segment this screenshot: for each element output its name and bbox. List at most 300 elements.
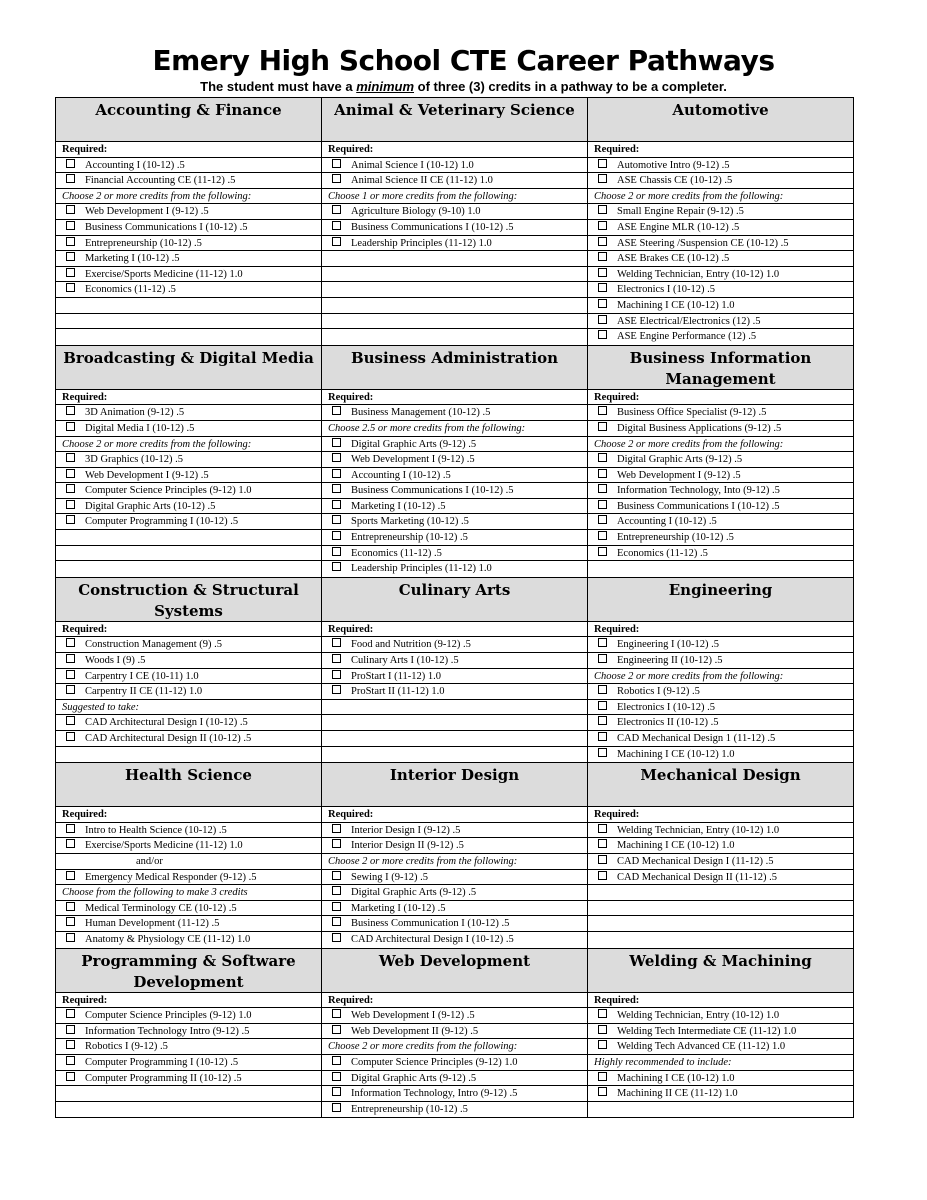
checkbox-icon bbox=[66, 1040, 75, 1049]
choose-instruction: Highly recommended to include: bbox=[588, 1055, 853, 1071]
course-label: Robotics I (9-12) .5 bbox=[617, 686, 700, 698]
course-row bbox=[588, 838, 853, 854]
pathway-course-list bbox=[56, 390, 322, 578]
course-row bbox=[322, 838, 587, 854]
checkbox-icon bbox=[598, 1040, 607, 1049]
course-row bbox=[56, 173, 321, 189]
course-row bbox=[322, 901, 587, 917]
checkbox-icon bbox=[332, 670, 341, 679]
blank-row bbox=[56, 1102, 321, 1118]
course-row bbox=[56, 715, 321, 731]
course-label: Sports Marketing (10-12) .5 bbox=[351, 516, 469, 528]
course-label: Computer Science Principles (9-12) 1.0 bbox=[351, 1056, 518, 1068]
course-row bbox=[588, 452, 853, 468]
checkbox-icon bbox=[66, 732, 75, 741]
course-row bbox=[588, 282, 853, 298]
checkbox-icon bbox=[332, 453, 341, 462]
course-label: Digital Media I (10-12) .5 bbox=[85, 422, 195, 434]
checkbox-icon bbox=[66, 406, 75, 415]
pathway-course-list bbox=[588, 142, 854, 346]
checkbox-icon bbox=[66, 902, 75, 911]
course-row bbox=[588, 298, 853, 314]
blank-row bbox=[322, 251, 587, 267]
course-row bbox=[588, 637, 853, 653]
checkbox-icon bbox=[598, 638, 607, 647]
course-label: ProStart I (11-12) 1.0 bbox=[351, 670, 442, 682]
course-row bbox=[588, 499, 853, 515]
pathway-title: Accounting & Finance bbox=[56, 98, 322, 142]
course-row bbox=[56, 684, 321, 700]
pathways-table bbox=[55, 97, 854, 1118]
checkbox-icon bbox=[332, 902, 341, 911]
pathway-course-list bbox=[56, 142, 322, 346]
course-row bbox=[588, 546, 853, 562]
course-label: Human Development (11-12) .5 bbox=[85, 918, 220, 930]
course-row bbox=[56, 1008, 321, 1024]
pathway-course-list bbox=[322, 807, 588, 948]
course-label: CAD Architectural Design II (10-12) .5 bbox=[85, 733, 252, 744]
course-row bbox=[56, 1071, 321, 1087]
course-label: Agriculture Biology (9-10) 1.0 bbox=[351, 206, 481, 218]
course-label: Welding Technician, Entry (10-12) 1.0 bbox=[617, 268, 780, 280]
header-band bbox=[56, 949, 854, 993]
course-row bbox=[322, 514, 587, 530]
course-label: Culinary Arts I (10-12) .5 bbox=[351, 655, 459, 667]
course-label: 3D Animation (9-12) .5 bbox=[85, 407, 185, 419]
course-label: Business Office Specialist (9-12) .5 bbox=[617, 407, 767, 419]
course-label: Web Development I (9-12) .5 bbox=[351, 1010, 475, 1022]
course-row bbox=[322, 173, 587, 189]
course-row bbox=[322, 204, 587, 220]
course-row bbox=[322, 669, 587, 685]
checkbox-icon bbox=[66, 159, 75, 168]
course-label: Construction Management (9) .5 bbox=[85, 639, 223, 651]
checkbox-icon bbox=[66, 933, 75, 942]
course-row bbox=[588, 251, 853, 267]
checkbox-icon bbox=[598, 732, 607, 741]
pathway-course-list bbox=[56, 993, 322, 1119]
course-label: Digital Graphic Arts (9-12) .5 bbox=[351, 1072, 477, 1084]
checkbox-icon bbox=[66, 1056, 75, 1065]
course-row bbox=[588, 823, 853, 839]
checkbox-icon bbox=[332, 1072, 341, 1081]
subtitle-before: The student must have a bbox=[200, 79, 357, 94]
pathway-title: Welding & Machining bbox=[588, 949, 854, 993]
course-row bbox=[588, 267, 853, 283]
checkbox-icon bbox=[598, 422, 607, 431]
pathway-course-list bbox=[322, 622, 588, 763]
course-row bbox=[322, 452, 587, 468]
checkbox-icon bbox=[332, 159, 341, 168]
course-row bbox=[322, 637, 587, 653]
course-row bbox=[322, 885, 587, 901]
course-row bbox=[588, 468, 853, 484]
course-row bbox=[56, 1055, 321, 1071]
course-row bbox=[56, 838, 321, 854]
blank-row bbox=[56, 298, 321, 314]
course-label: Interior Design II (9-12) .5 bbox=[351, 840, 464, 852]
checkbox-icon bbox=[598, 701, 607, 710]
course-row bbox=[56, 204, 321, 220]
pathway-title: Engineering bbox=[588, 578, 854, 622]
pathway-course-list bbox=[56, 807, 322, 948]
course-label: Engineering II (10-12) .5 bbox=[617, 655, 723, 667]
pathway-title: Programming & Software Development bbox=[56, 949, 322, 993]
course-label: Entrepreneurship (10-12) .5 bbox=[351, 1103, 468, 1115]
course-label: Financial Accounting CE (11-12) .5 bbox=[85, 175, 236, 187]
checkbox-icon bbox=[598, 484, 607, 493]
choose-instruction: Choose 2.5 or more credits from the following: bbox=[322, 421, 587, 437]
course-row bbox=[588, 236, 853, 252]
course-row bbox=[56, 158, 321, 174]
course-label: Computer Programming II (10-12) .5 bbox=[85, 1072, 242, 1084]
course-label: Electronics II (10-12) .5 bbox=[617, 717, 719, 729]
blank-row bbox=[588, 1102, 853, 1118]
pathway-body-band bbox=[56, 142, 854, 346]
checkbox-icon bbox=[66, 252, 75, 261]
checkbox-icon bbox=[598, 515, 607, 524]
course-label: ASE Steering /Suspension CE (10-12) .5 bbox=[617, 237, 789, 249]
blank-row bbox=[322, 282, 587, 298]
checkbox-icon bbox=[66, 515, 75, 524]
course-row bbox=[56, 483, 321, 499]
checkbox-icon bbox=[332, 1103, 341, 1112]
required-label: Required: bbox=[322, 622, 587, 638]
blank-row bbox=[56, 314, 321, 330]
course-row bbox=[322, 220, 587, 236]
checkbox-icon bbox=[332, 205, 341, 214]
course-label: Interior Design I (9-12) .5 bbox=[351, 824, 461, 836]
choose-instruction: Choose 2 or more credits from the following: bbox=[56, 189, 321, 205]
blank-row bbox=[322, 747, 587, 763]
course-row bbox=[56, 932, 321, 948]
checkbox-icon bbox=[598, 299, 607, 308]
course-label: Woods I (9) .5 bbox=[85, 655, 146, 667]
checkbox-icon bbox=[598, 221, 607, 230]
pathway-title: Business Information Management bbox=[588, 346, 854, 390]
course-row bbox=[588, 405, 853, 421]
checkbox-icon bbox=[332, 562, 341, 571]
course-label: CAD Architectural Design I (10-12) .5 bbox=[85, 717, 248, 729]
checkbox-icon bbox=[332, 515, 341, 524]
pathway-body-band bbox=[56, 993, 854, 1119]
header-band bbox=[56, 578, 854, 622]
pathway-course-list bbox=[588, 622, 854, 763]
course-row bbox=[56, 468, 321, 484]
pathway-title: Mechanical Design bbox=[588, 763, 854, 807]
checkbox-icon bbox=[332, 1009, 341, 1018]
course-row bbox=[588, 1071, 853, 1087]
choose-instruction: Choose 2 or more credits from the following: bbox=[588, 437, 853, 453]
course-row bbox=[322, 870, 587, 886]
checkbox-icon bbox=[332, 933, 341, 942]
course-label: Marketing I (10-12) .5 bbox=[85, 253, 180, 265]
pathway-body-band bbox=[56, 807, 854, 948]
blank-row bbox=[322, 267, 587, 283]
course-label: Welding Technician, Entry (10-12) 1.0 bbox=[617, 824, 780, 836]
checkbox-icon bbox=[66, 469, 75, 478]
checkbox-icon bbox=[598, 547, 607, 556]
required-label: Required: bbox=[322, 390, 587, 406]
course-row bbox=[56, 1039, 321, 1055]
checkbox-icon bbox=[598, 268, 607, 277]
pathway-title: Automotive bbox=[588, 98, 854, 142]
pathway-course-list bbox=[588, 993, 854, 1119]
course-label: Business Communications I (10-12) .5 bbox=[617, 500, 780, 512]
checkbox-icon bbox=[332, 500, 341, 509]
checkbox-icon bbox=[66, 484, 75, 493]
required-label: Required: bbox=[56, 807, 321, 823]
checkbox-icon bbox=[66, 824, 75, 833]
blank-row bbox=[322, 329, 587, 345]
checkbox-icon bbox=[332, 685, 341, 694]
blank-row bbox=[322, 298, 587, 314]
course-row bbox=[588, 854, 853, 870]
course-label: Intro to Health Science (10-12) .5 bbox=[85, 824, 227, 836]
course-row bbox=[322, 546, 587, 562]
checkbox-icon bbox=[66, 174, 75, 183]
course-label: Web Development I (9-12) .5 bbox=[85, 469, 209, 481]
pathway-title: Health Science bbox=[56, 763, 322, 807]
checkbox-icon bbox=[66, 685, 75, 694]
course-label: Business Communication I (10-12) .5 bbox=[351, 918, 510, 930]
checkbox-icon bbox=[332, 824, 341, 833]
course-label: Economics (11-12) .5 bbox=[351, 547, 442, 559]
course-label: Exercise/Sports Medicine (11-12) 1.0 bbox=[85, 268, 243, 280]
pathway-title: Interior Design bbox=[322, 763, 588, 807]
checkbox-icon bbox=[598, 237, 607, 246]
checkbox-icon bbox=[332, 839, 341, 848]
course-row bbox=[588, 731, 853, 747]
course-row bbox=[588, 329, 853, 345]
course-label: Emergency Medical Responder (9-12) .5 bbox=[85, 871, 257, 883]
course-row bbox=[56, 251, 321, 267]
blank-row bbox=[322, 700, 587, 716]
course-label: Machining I CE (10-12) 1.0 bbox=[617, 840, 735, 852]
course-label: Welding Tech Advanced CE (11-12) 1.0 bbox=[617, 1041, 786, 1053]
course-row bbox=[322, 932, 587, 948]
course-row bbox=[56, 220, 321, 236]
course-label: Web Development I (9-12) .5 bbox=[617, 469, 741, 481]
course-label: Machining II CE (11-12) 1.0 bbox=[617, 1088, 738, 1100]
course-row bbox=[56, 731, 321, 747]
course-label: Economics (11-12) .5 bbox=[85, 284, 176, 296]
course-label: Electronics I (10-12) .5 bbox=[617, 701, 715, 713]
checkbox-icon bbox=[332, 1056, 341, 1065]
required-label: Required: bbox=[588, 807, 853, 823]
checkbox-icon bbox=[598, 839, 607, 848]
checkbox-icon bbox=[66, 1025, 75, 1034]
course-label: Sewing I (9-12) .5 bbox=[351, 871, 428, 883]
course-label: Computer Programming I (10-12) .5 bbox=[85, 1056, 239, 1068]
course-label: Marketing I (10-12) .5 bbox=[351, 500, 446, 512]
choose-instruction: Choose 2 or more credits from the following: bbox=[322, 854, 587, 870]
checkbox-icon bbox=[598, 855, 607, 864]
blank-row bbox=[588, 885, 853, 901]
course-label: CAD Mechanical Design II (11-12) .5 bbox=[617, 871, 777, 883]
course-label: Computer Programming I (10-12) .5 bbox=[85, 516, 239, 528]
course-row bbox=[588, 1024, 853, 1040]
checkbox-icon bbox=[598, 453, 607, 462]
choose-instruction: Suggested to take: bbox=[56, 700, 321, 716]
pathway-title: Culinary Arts bbox=[322, 578, 588, 622]
choose-instruction: Choose 2 or more credits from the following: bbox=[588, 189, 853, 205]
choose-instruction: Choose from the following to make 3 credits bbox=[56, 885, 321, 901]
checkbox-icon bbox=[598, 1072, 607, 1081]
course-label: ASE Brakes CE (10-12) .5 bbox=[617, 253, 730, 265]
course-row bbox=[588, 684, 853, 700]
course-row bbox=[588, 653, 853, 669]
blank-row bbox=[588, 932, 853, 948]
required-label: Required: bbox=[322, 807, 587, 823]
course-label: ProStart II (11-12) 1.0 bbox=[351, 686, 445, 698]
course-label: Entrepreneurship (10-12) .5 bbox=[617, 532, 734, 544]
pathway-course-list bbox=[322, 390, 588, 578]
course-row bbox=[588, 700, 853, 716]
course-row bbox=[588, 715, 853, 731]
checkbox-icon bbox=[332, 654, 341, 663]
course-label: CAD Architectural Design I (10-12) .5 bbox=[351, 933, 514, 945]
course-label: Business Communications I (10-12) .5 bbox=[351, 221, 514, 233]
course-label: Animal Science II CE (11-12) 1.0 bbox=[351, 175, 493, 187]
checkbox-icon bbox=[598, 1025, 607, 1034]
blank-row bbox=[56, 546, 321, 562]
checkbox-icon bbox=[332, 221, 341, 230]
checkbox-icon bbox=[598, 469, 607, 478]
course-row bbox=[588, 158, 853, 174]
checkbox-icon bbox=[66, 638, 75, 647]
blank-row bbox=[56, 561, 321, 577]
blank-row bbox=[588, 901, 853, 917]
course-label: Anatomy & Physiology CE (11-12) 1.0 bbox=[85, 933, 251, 945]
course-label: Electronics I (10-12) .5 bbox=[617, 284, 715, 296]
checkbox-icon bbox=[598, 252, 607, 261]
checkbox-icon bbox=[332, 531, 341, 540]
checkbox-icon bbox=[332, 484, 341, 493]
blank-row bbox=[56, 530, 321, 546]
course-label: Machining I CE (10-12) 1.0 bbox=[617, 299, 735, 311]
pathway-course-list bbox=[588, 390, 854, 578]
course-row bbox=[322, 916, 587, 932]
checkbox-icon bbox=[332, 469, 341, 478]
checkbox-icon bbox=[598, 1087, 607, 1096]
pathway-title: Construction & Structural Systems bbox=[56, 578, 322, 622]
course-label: Web Development II (9-12) .5 bbox=[351, 1025, 479, 1037]
course-row bbox=[588, 483, 853, 499]
course-row bbox=[322, 1071, 587, 1087]
checkbox-icon bbox=[598, 315, 607, 324]
checkbox-icon bbox=[332, 886, 341, 895]
course-row bbox=[588, 870, 853, 886]
header-band bbox=[56, 763, 854, 807]
blank-row bbox=[588, 561, 853, 577]
course-row bbox=[588, 204, 853, 220]
checkbox-icon bbox=[66, 917, 75, 926]
pathway-body-band bbox=[56, 390, 854, 578]
course-row bbox=[588, 173, 853, 189]
course-label: ASE Engine MLR (10-12) .5 bbox=[617, 221, 740, 233]
course-label: Economics (11-12) .5 bbox=[617, 547, 708, 559]
course-label: Information Technology, Into (9-12) .5 bbox=[617, 485, 780, 497]
checkbox-icon bbox=[598, 654, 607, 663]
course-row bbox=[56, 421, 321, 437]
course-row bbox=[588, 421, 853, 437]
blank-row bbox=[322, 314, 587, 330]
pathway-course-list bbox=[322, 142, 588, 346]
course-row bbox=[56, 901, 321, 917]
page-title: Emery High School CTE Career Pathways bbox=[152, 44, 775, 77]
course-row bbox=[322, 1102, 587, 1118]
required-label: Required: bbox=[56, 142, 321, 158]
checkbox-icon bbox=[598, 159, 607, 168]
choose-instruction: Choose 2 or more credits from the following: bbox=[588, 669, 853, 685]
page-subtitle bbox=[0, 78, 927, 95]
course-row bbox=[322, 561, 587, 577]
course-label: Digital Graphic Arts (9-12) .5 bbox=[351, 887, 477, 899]
course-row bbox=[322, 1008, 587, 1024]
course-row bbox=[322, 1086, 587, 1102]
course-row bbox=[56, 916, 321, 932]
blank-row bbox=[56, 747, 321, 763]
course-label: Accounting I (10-12) .5 bbox=[351, 469, 451, 481]
course-row bbox=[322, 468, 587, 484]
pathway-body-band bbox=[56, 622, 854, 763]
course-row bbox=[322, 1024, 587, 1040]
course-label: ASE Engine Performance (12) .5 bbox=[617, 331, 757, 343]
required-label: Required: bbox=[56, 622, 321, 638]
checkbox-icon bbox=[332, 438, 341, 447]
required-label: Required: bbox=[56, 993, 321, 1009]
course-label: Exercise/Sports Medicine (11-12) 1.0 bbox=[85, 840, 243, 852]
pathway-title: Web Development bbox=[322, 949, 588, 993]
course-label: Welding Technician, Entry (10-12) 1.0 bbox=[617, 1010, 780, 1022]
course-label: Food and Nutrition (9-12) .5 bbox=[351, 639, 471, 651]
checkbox-icon bbox=[66, 205, 75, 214]
header-band bbox=[56, 98, 854, 142]
checkbox-icon bbox=[332, 406, 341, 415]
pathway-course-list bbox=[588, 807, 854, 948]
choose-instruction: Choose 1 or more credits from the following: bbox=[322, 189, 587, 205]
checkbox-icon bbox=[598, 205, 607, 214]
course-row bbox=[56, 637, 321, 653]
course-row bbox=[56, 1024, 321, 1040]
course-label: Medical Terminology CE (10-12) .5 bbox=[85, 902, 237, 914]
course-label: Business Communications I (10-12) .5 bbox=[85, 221, 248, 233]
required-label: Required: bbox=[588, 142, 853, 158]
course-label: Digital Graphic Arts (9-12) .5 bbox=[351, 438, 477, 450]
checkbox-icon bbox=[598, 531, 607, 540]
checkbox-icon bbox=[66, 670, 75, 679]
course-row bbox=[588, 1008, 853, 1024]
checkbox-icon bbox=[598, 330, 607, 339]
course-row bbox=[322, 1055, 587, 1071]
course-label: Machining I CE (10-12) 1.0 bbox=[617, 748, 735, 760]
course-row bbox=[322, 483, 587, 499]
choose-instruction: Choose 2 or more credits from the following: bbox=[322, 1039, 587, 1055]
course-label: Computer Science Principles (9-12) 1.0 bbox=[85, 485, 252, 497]
course-label: Leadership Principles (11-12) 1.0 bbox=[351, 563, 492, 575]
checkbox-icon bbox=[598, 871, 607, 880]
course-row bbox=[56, 267, 321, 283]
course-label: Web Development I (9-12) .5 bbox=[351, 454, 475, 466]
checkbox-icon bbox=[598, 716, 607, 725]
course-label: Leadership Principles (11-12) 1.0 bbox=[351, 237, 492, 249]
course-row bbox=[56, 823, 321, 839]
checkbox-icon bbox=[332, 871, 341, 880]
course-row bbox=[56, 653, 321, 669]
course-label: Carpentry I CE (10-11) 1.0 bbox=[85, 670, 199, 682]
course-label: Accounting I (10-12) .5 bbox=[85, 159, 185, 171]
